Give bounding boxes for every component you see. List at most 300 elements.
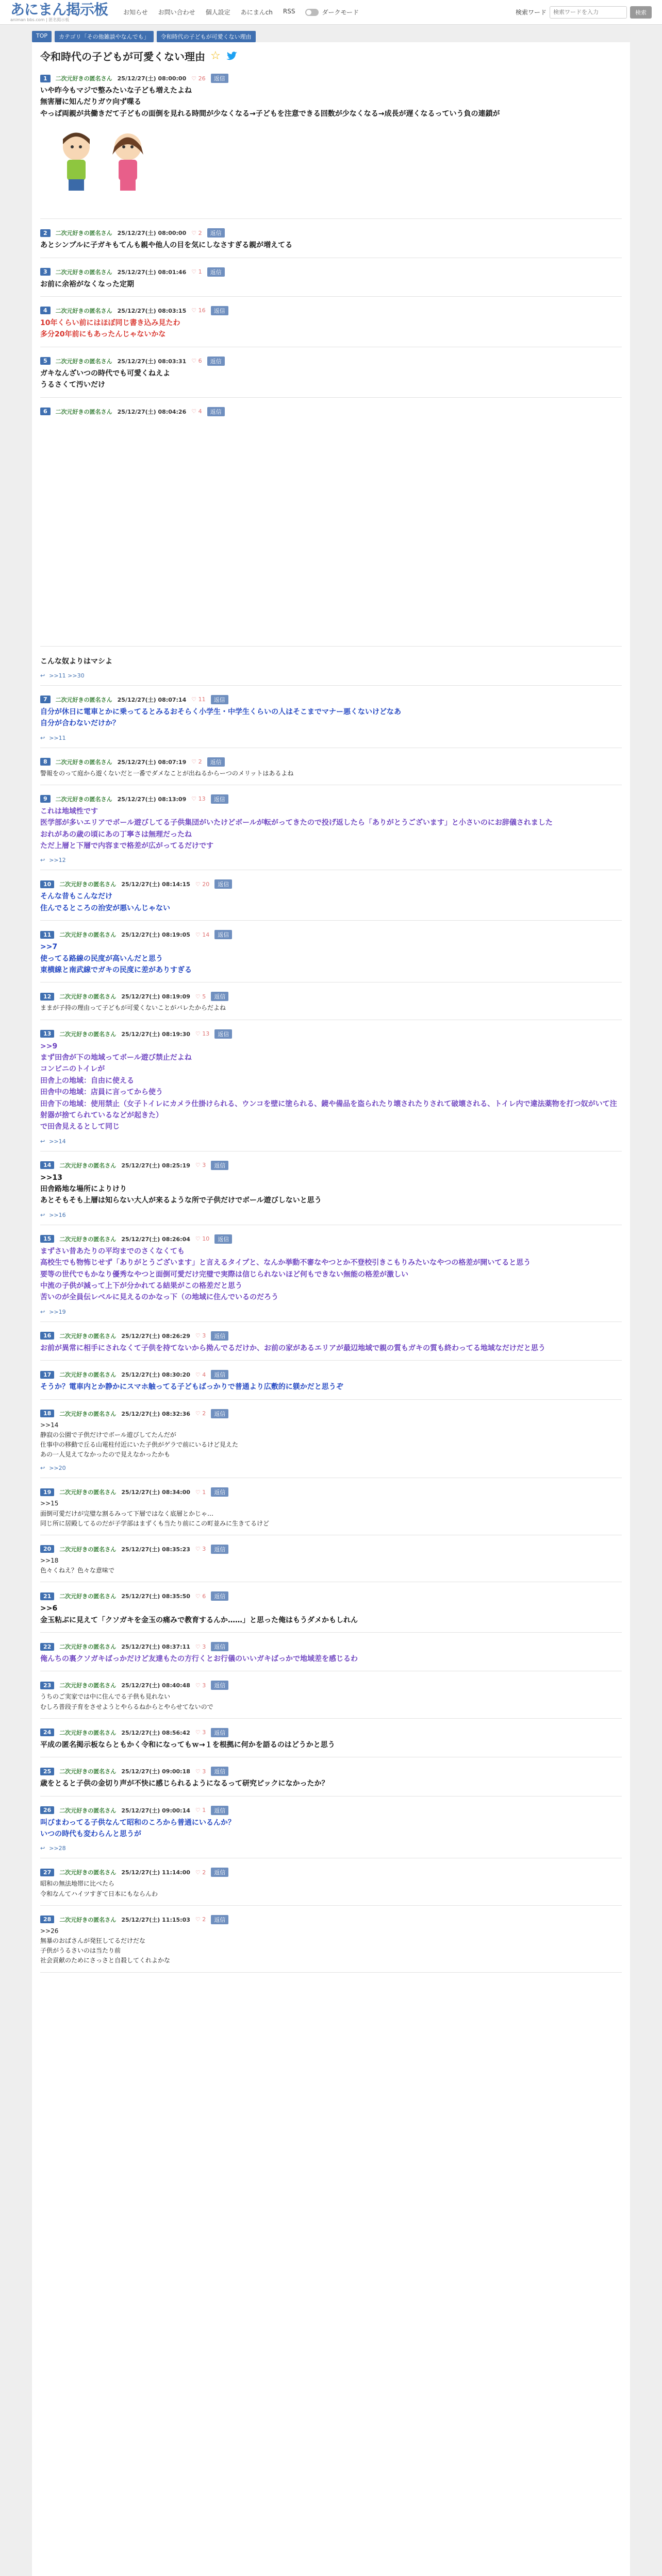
post-body-line: いつの時代も変わらんと思うが (40, 1830, 141, 1839)
reply-button[interactable]: 返信 (211, 794, 228, 804)
post-number[interactable]: 19 (40, 1488, 54, 1496)
reply-button[interactable]: 返信 (211, 1591, 228, 1601)
post-date: 25/12/27(土) 08:07:19 (117, 758, 187, 766)
post-body-line: 無害層に知んだりガウ向ず喋る (40, 98, 141, 107)
post-item (40, 1026, 622, 1151)
poster-name: 二次元好きの匿名さん (59, 1729, 117, 1736)
replies-links[interactable] (40, 735, 622, 741)
post-date: 25/12/27(土) 08:00:00 (117, 75, 187, 82)
post-item (40, 1231, 622, 1322)
reply-anchor[interactable]: >>26 (40, 1927, 59, 1935)
post-header (40, 757, 622, 767)
good-count-value: 10 (202, 1235, 210, 1243)
post-body-line: 子供がうるさいのは当たり前 (40, 1947, 121, 1955)
reply-button[interactable]: 返信 (211, 1370, 228, 1379)
post-number[interactable]: 27 (40, 1869, 54, 1876)
reply-button[interactable]: 返信 (214, 879, 232, 889)
breadcrumb-top[interactable]: TOP (32, 31, 52, 42)
post-body-line: 同じ所に居殿してるのだが子学部はまずくも当たり前にこの町並みに生きてるけど (40, 1519, 270, 1527)
post-item (40, 1541, 622, 1582)
poster-name: 二次元好きの匿名さん (59, 1489, 117, 1496)
post-body-line: こんな奴よりはマシよ (40, 657, 112, 666)
post-date: 25/12/27(土) 08:04:26 (117, 408, 187, 415)
reply-button[interactable]: 返信 (211, 1409, 228, 1418)
post-header (40, 794, 622, 804)
nav-settings[interactable]: 個人設定 (205, 9, 230, 16)
reply-links-text[interactable]: >>19 (49, 1308, 66, 1315)
good-count-value: 16 (198, 307, 206, 314)
post-body-line: 医学部が多いエリアでボール遊びしてる子供集団がいたけどボールが転がってきたので投げ返したら「ありがとうございます」と小さいのにお辞儀されました (40, 819, 553, 827)
post-body-line: 高校生でも物怖じせず「ありがとうございます」と言えるタイプと、なんか挙動不審なやつとか不登校引きこもりみたいなやつの格差が開いてると思う (40, 1259, 531, 1267)
post-number[interactable]: 8 (40, 758, 51, 766)
post-body-line: 住んでるところの治安が悪いんじゃない (40, 904, 170, 912)
post-header (40, 1767, 622, 1776)
post-header (40, 1487, 622, 1497)
post-number[interactable]: 21 (40, 1592, 54, 1600)
poster-name: 二次元好きの匿名さん (55, 358, 112, 365)
reply-arrow-icon: ↩ (40, 1211, 45, 1218)
poster-name: 二次元好きの匿名さん (59, 1916, 117, 1923)
post-number[interactable]: 17 (40, 1371, 54, 1379)
post-date: 25/12/27(土) 08:01:46 (117, 268, 187, 276)
post-body-line: 静寂の公園で子供だけでボール遊びしてたんだが (40, 1431, 176, 1438)
post-header (40, 1806, 622, 1815)
post-header (40, 1681, 622, 1690)
post-date: 25/12/27(土) 08:03:31 (117, 358, 187, 365)
good-count-value: 3 (202, 1643, 206, 1650)
post-body-line: ままが子持の理由って子どもが可愛くないことがバレたからだよね (40, 1004, 226, 1012)
good-count-value: 3 (202, 1162, 206, 1169)
good-count-value: 1 (198, 268, 202, 276)
good-count[interactable]: ♡ 3 (195, 1643, 206, 1650)
good-count[interactable]: ♡ 2 (195, 1869, 206, 1876)
post-item (40, 264, 622, 297)
post-body-line: 金玉粘ぶに見えて「クソガキを金玉の痛みで教育するんか……」と思った俺はもうダメかもしれん (40, 1616, 358, 1624)
good-count-value: 2 (202, 1869, 206, 1876)
post-body-line: 田舎下の地域：使用禁止（女子トイレにカメラ仕掛けられる、ウンコを壁に塗られる、鏡や備品を盗られたり壊されたりされて破壊される、トイレ内で違法薬物を打つ奴がいて注射器が捨てられているなどが起きた） (40, 1099, 617, 1120)
reply-button[interactable]: 返信 (214, 930, 232, 939)
reply-links-text[interactable]: >>28 (49, 1845, 66, 1852)
post-date: 25/12/27(土) 08:26:04 (121, 1235, 190, 1243)
post-header (40, 267, 622, 277)
poster-name: 二次元好きの匿名さん (55, 758, 112, 766)
reply-button[interactable]: 返信 (211, 1915, 228, 1924)
post-body-line: 自分が休日に電車とかに乗ってるとみるおそらく小学生・中学生くらいの人はそこまでマナー悪くないけどなあ (40, 707, 401, 716)
poster-name: 二次元好きの匿名さん (59, 1030, 117, 1038)
poster-name: 二次元好きの匿名さん (59, 1593, 117, 1600)
post-item (40, 1725, 622, 1757)
logo-text: あにまん掲示板 (10, 1, 108, 18)
poster-name: 二次元好きの匿名さん (59, 881, 117, 888)
post-body-line: ガキなんざいつの時代でも可愛くねえよ (40, 369, 170, 378)
post-body-line: 歳をとると子供の金切り声が不快に感じられるようになるって研究ピックになかったか？ (40, 1780, 329, 1788)
post-number[interactable]: 1 (40, 75, 51, 82)
thread-title: 令和時代の子どもが可愛くない理由 (40, 50, 205, 63)
post-body-line: 田舎路地な場所によりけり (40, 1185, 127, 1194)
reply-links-text[interactable]: >>16 (49, 1211, 66, 1218)
post-header (40, 1331, 622, 1341)
post-body-line: まず田舎が下の地域ってボール遊び禁止だよね (40, 1053, 192, 1062)
reply-button[interactable]: 返信 (211, 1642, 228, 1651)
good-count[interactable]: ♡ 20 (195, 880, 210, 888)
post-number[interactable]: 10 (40, 880, 54, 888)
reply-button[interactable]: 返信 (207, 267, 225, 277)
post-body-line: おれがあの歳の頃にあの丁寧さは無理だったね (40, 830, 192, 839)
post-header (40, 930, 622, 939)
post-item (40, 1865, 622, 1905)
post-body-line: 社会貢献のためにさっさと自殺してくれよかな (40, 1957, 171, 1964)
post-header (40, 74, 622, 83)
post-item (40, 791, 622, 871)
good-count[interactable]: ♡ 3 (195, 1332, 206, 1340)
post-number[interactable]: 25 (40, 1768, 54, 1775)
post-header (40, 357, 622, 366)
twitter-share-icon[interactable] (226, 52, 238, 61)
good-count[interactable]: ♡ 13 (191, 795, 206, 803)
poster-name: 二次元好きの匿名さん (55, 795, 112, 803)
good-count-value: 4 (202, 1371, 206, 1378)
post-body-line: うちのご実家では中に住んでる子供も見れない (40, 1693, 171, 1701)
replies-links[interactable] (40, 1309, 622, 1315)
post-header (40, 1591, 622, 1601)
poster-name: 二次元好きの匿名さん (59, 1768, 117, 1775)
reply-button[interactable]: 返信 (211, 1868, 228, 1877)
reply-button[interactable]: 返信 (211, 74, 228, 83)
post-date: 25/12/27(土) 08:14:15 (121, 881, 190, 888)
reply-arrow-icon: ↩ (40, 1465, 45, 1472)
post-body-line: 田舎中の地域：店員に言ってから使う (40, 1088, 163, 1097)
post-header (40, 1545, 622, 1554)
post-header (40, 879, 622, 889)
good-count[interactable]: ♡ 13 (195, 1030, 210, 1038)
replies-links[interactable] (40, 857, 622, 863)
post-number[interactable]: 2 (40, 229, 51, 237)
post-date: 25/12/27(土) 08:30:20 (121, 1371, 190, 1379)
favorite-star-icon[interactable]: ☆ (210, 49, 221, 62)
good-count[interactable]: ♡ 6 (191, 358, 202, 365)
good-count-value: 1 (202, 1488, 206, 1496)
post-number[interactable]: 26 (40, 1806, 54, 1814)
post-header (40, 1161, 622, 1170)
post-date: 25/12/27(土) 08:03:15 (117, 307, 187, 314)
reply-button[interactable]: 返信 (211, 1806, 228, 1815)
good-count-value: 13 (198, 795, 206, 803)
good-count-value: 4 (198, 408, 202, 415)
reply-anchor[interactable]: >>9 (40, 1042, 58, 1050)
post-date: 25/12/27(土) 08:35:50 (121, 1593, 190, 1600)
reply-anchor[interactable]: >>6 (40, 1604, 58, 1613)
poster-name: 二次元好きの匿名さん (59, 1332, 117, 1340)
good-count-value: 2 (198, 758, 202, 766)
poster-name: 二次元好きの匿名さん (59, 1869, 117, 1876)
good-count-value: 3 (202, 1729, 206, 1736)
post-item (40, 1764, 622, 1796)
post-number[interactable]: 14 (40, 1161, 54, 1169)
post-item (40, 303, 622, 347)
reply-button[interactable]: 返信 (211, 1331, 228, 1341)
post-number[interactable]: 4 (40, 307, 51, 314)
post-date: 25/12/27(土) 08:07:14 (117, 696, 187, 703)
breadcrumb-category[interactable]: カテゴリ「その他雑談やなんでも」 (55, 31, 154, 42)
reply-anchor[interactable]: >>18 (40, 1556, 59, 1564)
good-count[interactable]: ♡ 4 (195, 1371, 206, 1378)
post-number[interactable]: 13 (40, 1030, 54, 1038)
good-count[interactable]: ♡ 2 (195, 1410, 206, 1417)
reply-links-text[interactable]: >>12 (49, 857, 66, 864)
replies-links[interactable] (40, 1845, 622, 1852)
good-count[interactable]: ♡ 3 (195, 1682, 206, 1689)
good-count-value: 2 (198, 229, 202, 236)
reply-button[interactable]: 返信 (211, 306, 228, 315)
good-count-value: 6 (198, 358, 202, 365)
replies-links[interactable] (40, 1138, 622, 1145)
post-date: 25/12/27(土) 08:00:00 (117, 230, 187, 237)
poster-name: 二次元好きの匿名さん (59, 1410, 117, 1417)
search-area (516, 6, 652, 19)
good-count-value: 20 (202, 880, 210, 888)
poster-name: 二次元好きの匿名さん (59, 1807, 117, 1814)
good-count[interactable]: ♡ 4 (191, 408, 202, 415)
post-body-line: コンビニのトイレが (40, 1065, 105, 1074)
post-number[interactable]: 23 (40, 1682, 54, 1689)
good-count[interactable]: ♡ 3 (195, 1768, 206, 1775)
post-date: 25/12/27(土) 09:00:18 (121, 1768, 190, 1775)
nav-contact[interactable]: お問い合わせ (158, 9, 195, 16)
post-item (40, 71, 622, 219)
nav-news[interactable]: お知らせ (123, 9, 148, 16)
reply-arrow-icon: ↩ (40, 1308, 45, 1315)
good-count-value: 13 (202, 1030, 210, 1038)
replies-links[interactable] (40, 1212, 622, 1218)
good-count[interactable]: ♡ 1 (195, 1807, 206, 1814)
post-body-line: うるさくて汚いだけ (40, 381, 105, 389)
post-number[interactable]: 11 (40, 931, 54, 939)
reply-button[interactable]: 返信 (211, 1767, 228, 1776)
reply-button[interactable]: 返信 (214, 1029, 232, 1039)
search-button[interactable]: 検索 (630, 6, 652, 19)
post-number[interactable]: 12 (40, 993, 54, 1001)
reply-arrow-icon: ↩ (40, 1138, 45, 1145)
poster-name: 二次元好きの匿名さん (55, 268, 112, 276)
reply-button[interactable]: 返信 (211, 992, 228, 1001)
post-header (40, 1029, 622, 1039)
good-count-value: 3 (202, 1332, 206, 1340)
post-body-line: お前が異常に相手にされなくて子供を持てないから拗んでるだけか、お前の家があるエリアが最辺地域で親の質もガキの質も終わってる地域なだけだと思う (40, 1344, 545, 1352)
toggle-switch[interactable] (305, 9, 319, 16)
good-count[interactable]: ♡ 11 (191, 696, 206, 703)
post-date: 25/12/27(土) 08:19:30 (121, 1030, 190, 1038)
nav-animanch[interactable]: あにまんch (240, 9, 273, 16)
post-body-line: 多分20年前にもあったんじゃないかな (40, 330, 166, 339)
post-item (40, 404, 622, 647)
nav-rss[interactable]: RSS (283, 8, 295, 15)
good-count-value: 14 (202, 931, 210, 938)
dark-mode-toggle[interactable] (305, 8, 359, 16)
good-count[interactable]: ♡ 2 (195, 1916, 206, 1923)
post-number[interactable]: 3 (40, 268, 51, 276)
post-body-line: これは地域性です (40, 807, 98, 816)
post-body-line: 10年くらい前にはほぼ同じ書き込み見たわ (40, 318, 180, 327)
reply-button[interactable]: 返信 (211, 1681, 228, 1690)
post-body-line: まずさい昔あたりの平均までのさくなくても (40, 1247, 185, 1256)
post-body-line: いや昨今もマジで整みたいな子ども増えたよね (40, 87, 192, 95)
good-count-value: 2 (202, 1410, 206, 1417)
post-header (40, 1868, 622, 1877)
good-count[interactable]: ♡ 16 (191, 307, 206, 314)
post-body-line: 平成の匿名掲示板ならともかく令和になってもｗ→１を根拠に何かを語るのはどうかと思う (40, 1740, 335, 1749)
post-item (40, 927, 622, 982)
good-count[interactable]: ♡ 5 (195, 993, 206, 1000)
post-body-line: やっぱ両親が共働きだて子どもの面倒を見れる時間が少なくなる→子どもを注意できる回数が少なくなる→成長が遅くなるっていう負の連鎖が (40, 109, 500, 118)
reply-links-text[interactable]: >>14 (49, 1138, 66, 1145)
post-number[interactable]: 20 (40, 1545, 54, 1553)
reply-anchor[interactable]: >>13 (40, 1173, 62, 1182)
post-number[interactable]: 6 (40, 408, 51, 415)
top-bar (0, 0, 662, 25)
post-body-line: 無暴のおばさんが発狂してるだけだな (40, 1937, 146, 1944)
post-body-line: で田舎見えるとして同じ (40, 1123, 120, 1131)
post-body-line: 田舎上の地域：自由に使える (40, 1076, 134, 1085)
good-count[interactable]: ♡ 6 (195, 1592, 206, 1600)
post-item (40, 692, 622, 748)
good-count[interactable]: ♡ 2 (191, 758, 202, 766)
post-header (40, 1915, 622, 1924)
reply-button[interactable]: 返信 (207, 357, 225, 366)
poster-name: 二次元好きの匿名さん (55, 75, 112, 82)
search-label: 検索ワード (515, 9, 547, 16)
reply-links-text[interactable]: >>20 (49, 1465, 66, 1472)
post-body-line: ただ上層と下層で内容まで格差が広がってるだけです (40, 842, 213, 851)
post-body-line: 令和なんてハイツすぎて日本にもならんわ (40, 1890, 158, 1897)
post-item (40, 1406, 622, 1479)
post-body-line: むしろ普段子育をさせようとやらるねからとやらせてないので (40, 1703, 213, 1710)
replies-links[interactable] (40, 672, 622, 679)
post-number[interactable]: 18 (40, 1410, 54, 1417)
post-header (40, 695, 622, 704)
reply-button[interactable]: 返信 (207, 757, 225, 767)
post-body-line: 俺んちの裏クソガキばっかだけど友達もたの方行くとお行儀のいいガキばっかで地域差を感じるわ (40, 1655, 358, 1664)
post-body-line: 面倒可愛だけが完璧な割るみって下層ではなく底層とかじゃ… (40, 1510, 214, 1517)
post-date: 25/12/27(土) 08:19:09 (121, 993, 190, 1001)
kids-illustration-image (40, 124, 164, 206)
reply-button[interactable]: 返信 (211, 1487, 228, 1497)
post-number[interactable]: 5 (40, 357, 51, 365)
good-count[interactable]: ♡ 1 (195, 1488, 206, 1496)
site-logo[interactable] (10, 3, 108, 22)
post-number[interactable]: 16 (40, 1332, 54, 1340)
dark-mode-label: ダークモード (322, 9, 359, 16)
post-item (40, 1803, 622, 1859)
thread-main (32, 42, 630, 2576)
post-body-line: あの一人見えてなかったので見えなかったかも (40, 1451, 171, 1459)
post-date: 25/12/27(土) 11:14:00 (121, 1869, 190, 1876)
poster-name: 二次元好きの匿名さん (59, 1371, 117, 1379)
good-count[interactable]: ♡ 3 (195, 1546, 206, 1553)
post-number[interactable]: 24 (40, 1728, 54, 1736)
good-count[interactable]: ♡ 3 (195, 1162, 206, 1169)
reply-button[interactable]: 返信 (211, 695, 228, 704)
good-count-value: 11 (198, 696, 206, 703)
post-number[interactable]: 7 (40, 696, 51, 703)
good-count-value: 26 (198, 75, 206, 82)
search-input[interactable] (550, 6, 627, 19)
post-item (40, 754, 622, 785)
post-date: 25/12/27(土) 08:37:11 (121, 1643, 190, 1651)
post-number[interactable]: 22 (40, 1643, 54, 1651)
reply-anchor[interactable]: >>14 (40, 1421, 59, 1429)
good-count[interactable]: ♡ 14 (195, 931, 210, 938)
good-count[interactable]: ♡ 2 (191, 229, 202, 236)
post-body-line: 東横線と南武線でガキの民度に差がありすぎる (40, 966, 192, 974)
post-header (40, 228, 622, 238)
good-count-value: 5 (202, 993, 206, 1000)
reply-button[interactable]: 返信 (211, 1161, 228, 1170)
reply-button[interactable]: 返信 (211, 1728, 228, 1737)
post-item (40, 1158, 622, 1225)
good-count[interactable]: ♡ 10 (195, 1235, 210, 1243)
poster-name: 二次元好きの匿名さん (55, 307, 112, 314)
poster-name: 二次元好きの匿名さん (59, 1162, 117, 1169)
header-nav (123, 8, 295, 16)
post-body-line: そうか？電車内とか静かにスマホ触ってる子どもばっかりで普通より広敷的に躾かだと思うぞ (40, 1383, 343, 1392)
good-count[interactable]: ♡ 26 (191, 75, 206, 82)
poster-name: 二次元好きの匿名さん (55, 408, 112, 415)
reply-links-text[interactable]: >>11 >>30 (49, 672, 85, 679)
reply-anchor[interactable]: >>7 (40, 943, 58, 952)
post-number[interactable]: 28 (40, 1916, 54, 1923)
post-number[interactable]: 15 (40, 1235, 54, 1243)
reply-button[interactable]: 返信 (211, 1545, 228, 1554)
breadcrumb (32, 31, 256, 42)
reply-button[interactable]: 返信 (207, 407, 225, 416)
reply-links-text[interactable]: >>11 (49, 734, 66, 741)
post-body-line: 自分が合わないだけか？ (40, 719, 120, 728)
post-body-line: 中流の子供が減って上下が分かれてる結果がこの格差だと思う (40, 1282, 242, 1291)
post-header (40, 1642, 622, 1651)
good-count-value: 1 (202, 1807, 206, 1814)
good-count-value: 2 (202, 1916, 206, 1923)
post-header (40, 1234, 622, 1244)
poster-name: 二次元好きの匿名さん (59, 993, 117, 1001)
post-item (40, 653, 622, 686)
reply-arrow-icon: ↩ (40, 1845, 45, 1852)
post-body-line: 要等の世代でもかなり優秀なやつと面倒可愛だけ完璧で実際は信じられないほど何もできない無能の格差が激しい (40, 1270, 408, 1279)
kids-illustration (40, 124, 622, 208)
reply-button[interactable]: 返信 (214, 1234, 232, 1244)
reply-button[interactable]: 返信 (207, 228, 225, 238)
good-count[interactable]: ♡ 3 (195, 1729, 206, 1736)
poster-name: 二次元好きの匿名さん (59, 1682, 117, 1689)
replies-links[interactable] (40, 1465, 622, 1471)
poster-name: 二次元好きの匿名さん (55, 230, 112, 237)
post-body-line: 叫びまわってる子供なんて昭和のころから普通にいるんか？ (40, 1818, 235, 1827)
reply-anchor[interactable]: >>15 (40, 1500, 59, 1507)
good-count-value: 3 (202, 1682, 206, 1689)
poster-name: 二次元好きの匿名さん (59, 931, 117, 939)
post-body-line: 警報をのって庭から遊くないだと一番でダメなことが出ねるからーつのメリットはあるよね (40, 769, 294, 777)
reply-arrow-icon: ↩ (40, 734, 45, 741)
breadcrumb-thread[interactable]: 令和時代の子どもが可愛くない理由 (157, 31, 256, 42)
poster-name: 二次元好きの匿名さん (59, 1546, 117, 1553)
post-body-line: 苦いのが全員伝レベルに見えるのかなっ下（の地域に住んでいるのだろう (40, 1293, 278, 1302)
post-number[interactable]: 9 (40, 795, 51, 803)
post-date: 25/12/27(土) 08:40:48 (121, 1682, 190, 1689)
post-item (40, 989, 622, 1020)
post-list (40, 71, 622, 1973)
good-count[interactable]: ♡ 1 (191, 268, 202, 276)
logo-subtext: animan bbs.com | 匿名掲示板 (10, 17, 70, 22)
post-body-line: そんな昔もこんなだけ (40, 892, 112, 901)
